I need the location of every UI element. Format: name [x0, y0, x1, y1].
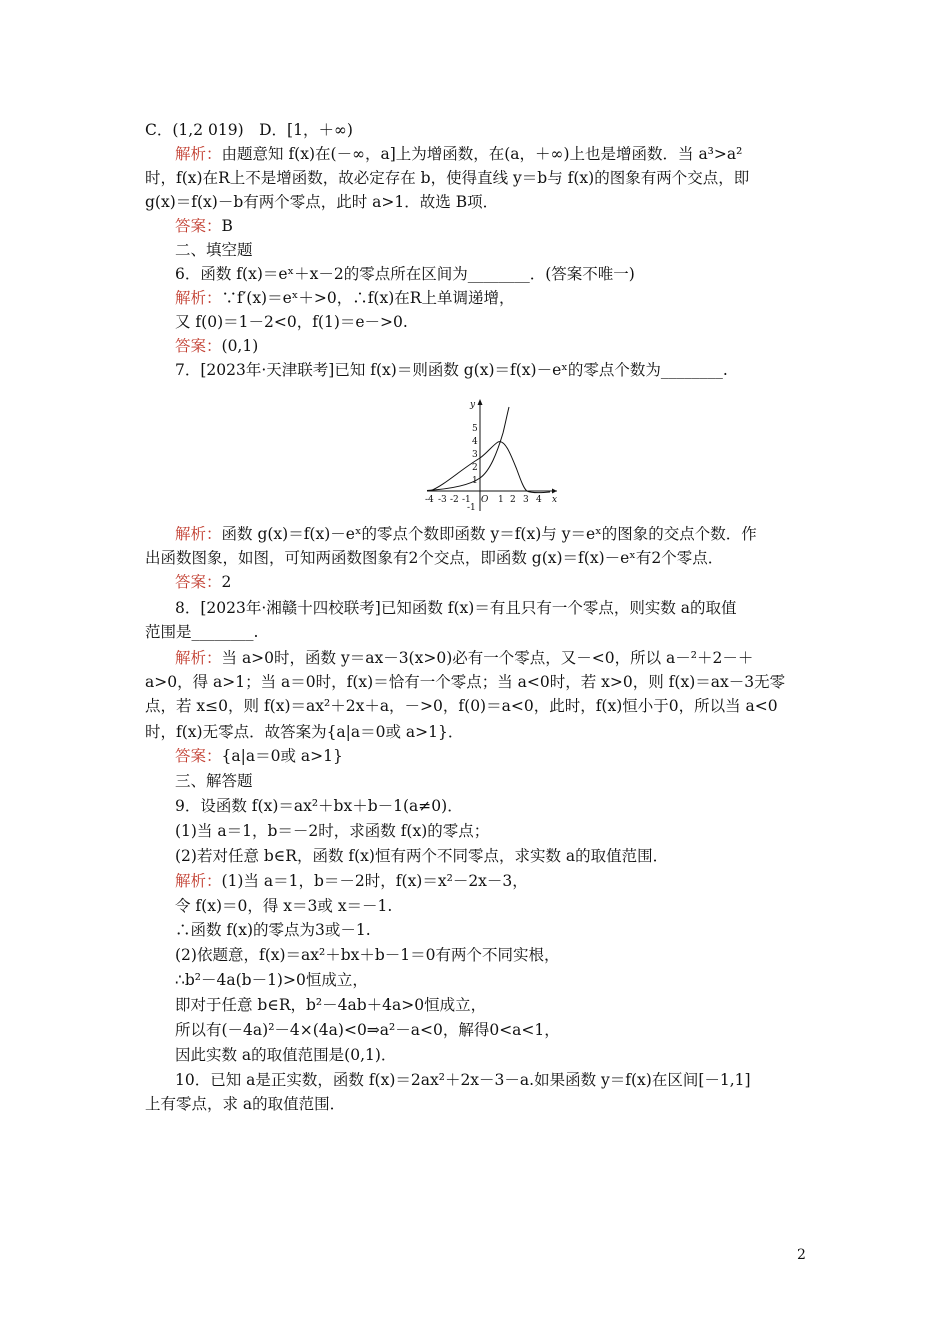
y-tick-label: 3 [472, 450, 478, 460]
line-8: 解析：∵f′(x)＝eˣ＋>0，∴f(x)在R上单调递增， [175, 289, 515, 307]
line-14: 答案：2 [175, 573, 232, 591]
exp-curve [427, 407, 509, 491]
y-tick-label: 5 [472, 424, 478, 434]
line-16: 范围是________. [145, 623, 259, 641]
line-23: 9．设函数 f(x)＝ax²＋bx＋b－1(a≠0)． [175, 797, 463, 815]
line-15: 8．[2023年·湘赣十四校联考]已知函数 f(x)＝有且只有一个零点，则实数 a的取值 [175, 599, 737, 617]
line-1: C．(1,2 019) D．[1，＋∞) [145, 121, 353, 139]
y-tick-label: 2 [472, 463, 478, 473]
line-22: 三、解答题 [175, 772, 253, 790]
line-3: 时，f(x)在R上不是增函数，故必定存在 b，使得直线 y＝b与 f(x)的图象有两个交点，即 [145, 169, 750, 187]
line-13: 出函数图象，如图，可知两函数图象有2个交点，即函数 g(x)＝f(x)－eˣ有2个零点． [145, 549, 724, 567]
line-18: a>0，得 a>1；当 a＝0时，f(x)＝恰有一个零点；当 a<0时，若 x>0，则 f(x)＝ax－3无零 [145, 673, 786, 691]
y-tick-label: 4 [472, 437, 478, 447]
line-9: 又 f(0)＝1－2<0，f(1)＝e－>0. [175, 313, 408, 331]
x-tick-label: 4 [536, 495, 542, 505]
line-19: 点，若 x≤0，则 f(x)＝ax²＋2x＋a，－>0，f(0)＝a<0，此时，f(x)恒小于0，所以当 a<0 [145, 697, 778, 715]
page-number: 2 [797, 1247, 806, 1263]
line-2: 解析：由题意知 f(x)在(－∞，a]上为增函数，在(a，＋∞)上也是增函数．当 a³>a² [175, 145, 743, 163]
line-33: 因此实数 a的取值范围是(0,1)． [175, 1046, 397, 1064]
x-tick-label: -2 [450, 495, 459, 505]
x-tick-label: 1 [498, 495, 504, 505]
line-5: 答案：B [175, 217, 233, 235]
origin-label: O [481, 495, 489, 505]
line-6: 二、填空题 [175, 241, 253, 259]
line-7: 6．函数 f(x)＝eˣ＋x－2的零点所在区间为________．(答案不唯一) [175, 265, 635, 283]
y-axis-label: y [470, 400, 476, 410]
y-axis-arrow [478, 399, 483, 405]
y-tick-label: 1 [472, 476, 478, 486]
line-4: g(x)＝f(x)－b有两个零点，此时 a>1．故选 B项． [145, 193, 499, 211]
line-32: 所以有(－4a)²－4×(4a)<0⇒a²－a<0，解得0<a<1， [175, 1021, 560, 1039]
line-29: (2)依题意，f(x)＝ax²＋bx＋b－1＝0有两个不同实根， [175, 946, 560, 964]
line-28: ∴函数 f(x)的零点为3或－1. [175, 921, 371, 939]
x-axis-arrow [552, 489, 557, 494]
line-35: 上有零点，求 a的取值范围． [145, 1095, 346, 1113]
line-30: ∴b²－4a(b－1)>0恒成立， [175, 971, 368, 989]
line-25: (2)若对任意 b∈R，函数 f(x)恒有两个不同零点，求实数 a的取值范围． [175, 847, 669, 865]
x-axis-label: x [552, 495, 558, 505]
line-17: 解析：当 a>0时，函数 y＝ax－3(x>0)必有一个零点，又－<0，所以 a－²＋2－＋ [175, 649, 754, 667]
function-graph [425, 395, 560, 513]
x-tick-label: -1 [462, 495, 471, 505]
line-24: (1)当 a＝1，b＝－2时，求函数 f(x)的零点； [175, 822, 490, 840]
x-tick-label: 2 [510, 495, 516, 505]
line-11: 7．[2023年·天津联考]已知 f(x)＝则函数 g(x)＝f(x)－eˣ的零点个数为________. [175, 361, 728, 379]
fx-curve [430, 442, 550, 493]
x-tick-label: -3 [438, 495, 447, 505]
x-tick-label: 3 [523, 495, 529, 505]
x-tick-label: -4 [425, 495, 434, 505]
line-26: 解析：(1)当 a＝1，b＝－2时，f(x)＝x²－2x－3， [175, 872, 528, 890]
line-34: 10．已知 a是正实数，函数 f(x)＝2ax²＋2x－3－a.如果函数 y＝f(x)在区间[－1,1] [175, 1071, 751, 1089]
y-tick-label: -1 [467, 503, 476, 513]
line-12: 解析：函数 g(x)＝f(x)－eˣ的零点个数即函数 y＝f(x)与 y＝eˣ的图象的交点个数．作 [175, 525, 757, 543]
line-20: 时，f(x)无零点．故答案为{a|a＝0或 a>1}． [145, 723, 464, 741]
line-21: 答案：{a|a＝0或 a>1} [175, 747, 343, 765]
line-31: 即对于任意 b∈R，b²－4ab＋4a>0恒成立， [175, 996, 487, 1014]
line-10: 答案：(0,1) [175, 337, 259, 355]
line-27: 令 f(x)＝0，得 x＝3或 x＝－1. [175, 897, 393, 915]
